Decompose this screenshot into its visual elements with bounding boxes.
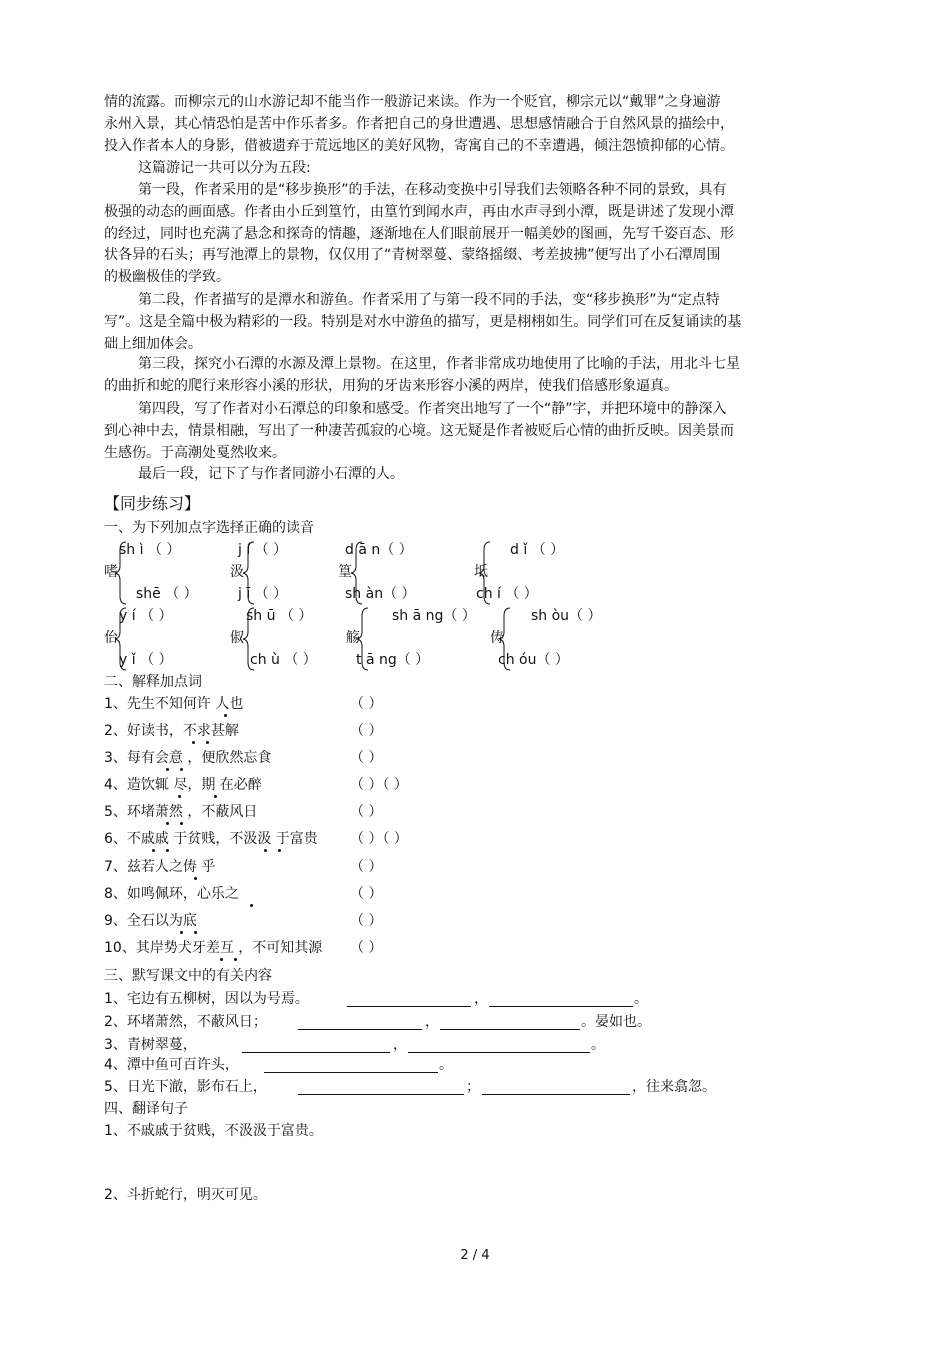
pinyin-option: ch í （ ） [476,586,538,602]
text-line: 情的流露。而柳宗元的山水游记却不能当作一般游记来读。作为一个贬官，柳宗元以“戴罪”之身遍游 [104,94,721,110]
pinyin-option: shē （ ） [136,586,198,602]
text-line: 状各异的石头；再写池潭上的景物，仅仅用了“青树翠蔓、蒙络摇缀、考差披拂”便写出了小石潭周围 [104,247,721,264]
q2-answer-paren[interactable]: （ ）（ ） [350,831,408,847]
text-line: 的极幽极佳的学致。 [104,269,230,286]
q3-separator: ； [466,1079,480,1095]
q2-answer-paren[interactable]: （ ） [350,723,383,739]
left-brace-icon [478,540,494,606]
q3-item-text: 3、青树翠蔓， [104,1037,197,1053]
q2-answer-paren[interactable]: （ ） [350,750,383,766]
fill-blank[interactable] [408,1052,590,1053]
q2-item-text: 9、全石以为底 [104,913,197,929]
fill-blank[interactable] [298,1029,422,1030]
q2-item-text: 5、环堵萧然 ，不蔽风日 [104,804,258,820]
emphasis-dot [250,904,253,907]
pinyin-option: j í （ ） [238,542,288,558]
q3-separator: ， [474,991,488,1007]
pinyin-char: 觞 [346,630,360,646]
text-line: 到心神中去，情景相融，写出了一种凄苦孤寂的心境。这无疑是作者被贬后心情的曲折反映。因美景而 [104,422,734,439]
emphasis-dot [224,714,227,717]
paragraph-3 [104,354,794,398]
emphasis-dot [220,958,223,961]
fill-blank[interactable] [298,1094,464,1095]
q2-answer-paren[interactable]: （ ） [350,804,383,820]
emphasis-dot [166,768,169,771]
fill-blank[interactable] [482,1094,630,1095]
q2-item-text: 4、造饮辄 尽，期 在必醉 [104,777,262,793]
pinyin-option: t ā ng（ ） [356,652,430,668]
emphasis-dot [180,822,183,825]
text-line: 投入作者本人的身影，借被遗弃于荒远地区的美好风物，寄寓自己的不幸遭遇，倾注怨愤抑郁的心情。 [104,137,734,154]
q2-answer-paren[interactable]: （ ） [350,940,383,956]
page-number: 2 / 4 [460,1248,490,1263]
q2-answer-paren[interactable]: （ ）（ ） [350,777,408,793]
text-line: 第三段，探究小石潭的水源及潭上景物。在这里，作者非常成功地使用了比喻的手法，用北斗七星 [138,356,740,372]
pinyin-char: 俦 [490,630,504,646]
emphasis-dot [178,795,181,798]
q3-ending: 。 [439,1057,453,1073]
q3-separator: ， [425,1014,439,1030]
text-line: 的曲折和蛇的爬行来形容小溪的形状，用狗的牙齿来形容小溪的两岸，使我们倍感形象逼真。 [104,377,678,394]
q3-separator: ， [393,1037,407,1053]
left-brace-icon [242,540,258,606]
q2-item-text: 10、其岸势犬牙差互 ，不可知其源 [104,940,323,956]
q1-title: 一、为下列加点字选择正确的读音 [104,520,314,536]
q2-title: 二、解释加点词 [104,674,202,690]
pinyin-char: 俶 [230,630,244,646]
emphasis-dot [234,958,237,961]
text-line: 第四段，写了作者对小石潭总的印象和感受。作者突出地写了一个“静”字，并把环境中的静深入 [138,401,727,417]
pinyin-char: 嗜 [104,564,118,580]
q3-item-text: 1、宅边有五柳树，因以为号焉。 [104,991,309,1007]
emphasis-dot [214,795,217,798]
emphasis-dot [166,822,169,825]
pinyin-option: j ī （ ） [238,586,288,602]
pinyin-option: ch ù （ ） [250,652,317,668]
emphasis-dot [180,768,183,771]
left-brace-icon [356,606,372,672]
pinyin-option: ch óu（ ） [498,652,569,668]
exercise-title: 【同步练习】 [104,494,201,513]
pinyin-option: sh ì （ ） [119,542,181,558]
left-brace-icon [114,606,130,672]
emphasis-dot [180,931,183,934]
emphasis-dot [192,741,195,744]
q3-item-text: 2、环堵萧然，不蔽风日； [104,1014,267,1030]
left-brace-icon [242,606,258,672]
pinyin-char: 篁 [338,564,352,580]
q3-title: 三、默写课文中的有关内容 [104,968,272,984]
emphasis-dot [166,849,169,852]
left-brace-icon [498,606,514,672]
text-line: 第二段，作者描写的是潭水和游鱼。作者采用了与第一段不同的手法，变“移步换形”为“定点特 [138,292,720,308]
q4-item-text: 2、斗折蛇行，明灭可见。 [104,1187,267,1203]
q2-item-text: 8、如鸣佩环，心乐之 [104,886,239,902]
emphasis-dot [152,849,155,852]
paragraph-2 [104,290,794,355]
pinyin-option: d ā n（ ） [345,542,413,558]
text-line: 写”。这是全篇中极为精彩的一段。特别是对水中游鱼的描写，更是栩栩如生。同学们可在反复诵读的基 [104,313,742,330]
pinyin-option: y í （ ） [119,608,173,624]
pinyin-option: sh ā ng（ ） [392,608,476,624]
q4-item-text: 1、不戚戚于贫贱，不汲汲于富贵。 [104,1123,323,1139]
paragraph-4 [104,399,794,464]
emphasis-dot [194,877,197,880]
paragraph-5: 最后一段，记下了与作者同游小石潭的人。 [138,466,404,482]
q2-answer-paren[interactable]: （ ） [350,913,383,929]
fill-blank[interactable] [347,1006,471,1007]
pinyin-char: 佁 [104,630,118,646]
text-line: 永州入景，其心情恐怕是苦中作乐者多。作者把自己的身世遭遇、思想感情融合于自然风景的描绘中， [104,115,734,132]
text-line: 础上细加体会。 [104,335,202,352]
q3-ending: 。 [634,991,648,1007]
pinyin-char: 坻 [474,564,488,580]
pinyin-option: y ǐ （ ） [119,652,173,668]
emphasis-dot [206,741,209,744]
text-line: 第一段，作者采用的是“移步换形”的手法，在移动变换中引导我们去领略各种不同的景致，具有 [138,182,727,198]
q3-ending: 。 [591,1037,605,1053]
text-line: 极强的动态的画面感。作者由小丘到篁竹，由篁竹到闻水声，再由水声寻到小潭，既是讲述了发现小潭 [104,203,734,220]
q3-ending: ，往来翕忽。 [632,1079,716,1095]
pinyin-char: 汲 [230,564,244,580]
pinyin-option: d ǐ （ ） [510,542,565,558]
pinyin-option: sh àn（ ） [345,586,416,602]
emphasis-dot [278,849,281,852]
q3-item-text: 5、日光下澈，影布石上， [104,1079,267,1095]
q2-answer-paren[interactable]: （ ） [350,859,383,875]
text-line: 生感伤。于高潮处戛然收来。 [104,444,286,461]
fill-blank[interactable] [242,1052,390,1053]
fill-blank[interactable] [440,1029,580,1030]
q2-item-text: 1、先生不知何许 人也 [104,696,244,712]
q4-title: 四、翻译句子 [104,1101,188,1117]
q2-item-text: 6、不戚戚 于贫贱，不汲汲 于富贵 [104,831,318,847]
q2-item-text: 7、兹若人之俦 乎 [104,859,216,875]
intro-paragraph [104,92,794,157]
fill-blank[interactable] [264,1072,438,1073]
q2-answer-paren[interactable]: （ ） [350,696,383,712]
pinyin-option: sh ū （ ） [246,608,313,624]
q3-ending: 。晏如也。 [581,1014,651,1030]
emphasis-dot [264,849,267,852]
q3-item-text: 4、潭中鱼可百许头， [104,1057,239,1073]
left-brace-icon [114,540,130,606]
text-line: 的经过，同时也充满了悬念和探奇的情趣，逐渐地在人们眼前展开一幅美妙的图画，先写千姿百态、形 [104,225,734,242]
q2-item-text: 3、每有会意 ，便欣然忘食 [104,750,272,766]
pinyin-option: sh òu（ ） [531,608,602,624]
q2-item-text: 2、好读书，不求甚解 [104,723,239,739]
paragraph-1 [104,180,794,289]
fill-blank[interactable] [489,1006,633,1007]
emphasis-dot [194,931,197,934]
sections-intro: 这篇游记一共可以分为五段: [138,160,311,176]
q2-answer-paren[interactable]: （ ） [350,886,383,902]
left-brace-icon [350,540,366,606]
